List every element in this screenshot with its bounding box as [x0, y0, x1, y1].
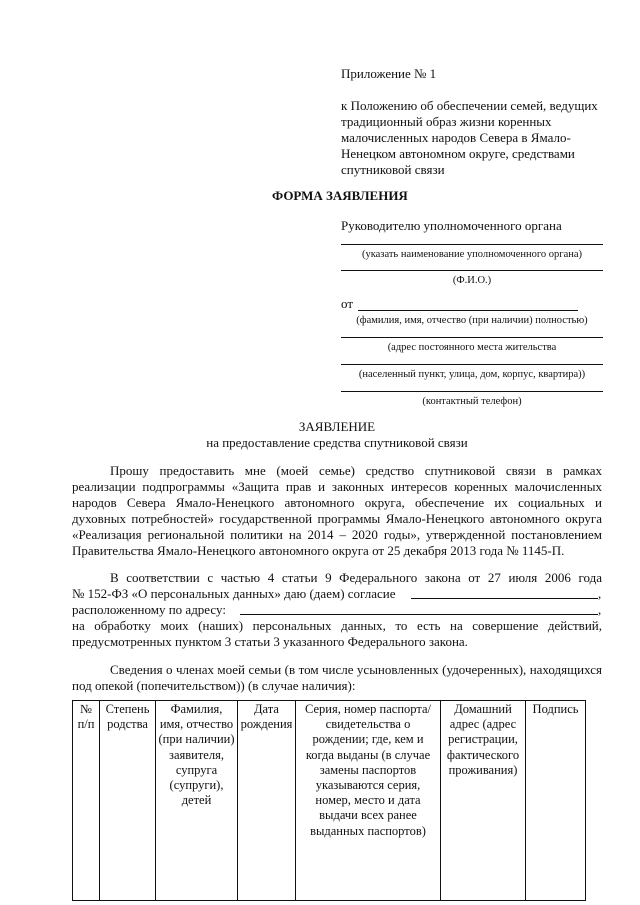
hint-locality: (населенный пункт, улица, дом, корпус, квартира)) [358, 369, 586, 380]
header-signature: Подпись [526, 701, 586, 901]
statement-subtitle: на предоставление средства спутниковой связи [206, 435, 468, 450]
comma-2: , [598, 602, 602, 617]
hint-phone: (контактный телефон) [422, 396, 522, 407]
family-text: Сведения о членах моей семьи (в том числе усыновленных (удочеренных), находящихся под опекой (попечительством)) (в случае наличия): [72, 662, 602, 693]
locality-line[interactable] [341, 364, 603, 365]
name-line[interactable] [358, 310, 578, 311]
header-relation: Степень родства [100, 701, 156, 901]
addressee-to: Руководителю уполномоченного органа [341, 218, 562, 233]
header-number: № п/п [73, 701, 100, 901]
consent-address-line[interactable] [240, 614, 598, 615]
fio-line[interactable] [341, 270, 603, 271]
addressee-from: от [341, 296, 354, 311]
consent-line-1-text: В соответствии с частью 4 статьи 9 Федерального закона от 27 июля 2006 года [110, 570, 602, 585]
header-birth-date: Дата рождения [238, 701, 296, 901]
organ-line[interactable] [341, 244, 603, 245]
appendix-title: Приложение № 1 [341, 66, 437, 81]
table-header-row [73, 701, 586, 901]
family-members-table [72, 700, 586, 901]
phone-line[interactable] [341, 391, 603, 392]
appendix-subtitle: к Положению об обеспечении семей, ведущих традиционный образ жизни коренных малочисленных народов Севера в Ямало-Ненецком автономном округе, средствами спутниковой связи [341, 98, 598, 177]
request-paragraph [72, 463, 602, 559]
family-paragraph [72, 662, 602, 694]
hint-organ: (указать наименование уполномоченного органа) [361, 249, 583, 260]
consent-line-1 [72, 570, 602, 586]
comma-1: , [598, 586, 602, 601]
form-title: ФОРМА ЗАЯВЛЕНИЯ [272, 188, 408, 203]
consent-operator-line[interactable] [411, 598, 598, 599]
consent-line-3: расположенному по адресу: [72, 602, 226, 617]
hint-address: (адрес постоянного места жительства [387, 342, 557, 353]
hint-fio: (Ф.И.О.) [452, 275, 492, 286]
header-passport: Серия, номер паспорта/свидетельства о рождении; где, кем и когда выданы (в случае замены паспортов указываются серия, номер, место и дата выдачи всех ранее выданных паспортов) [296, 701, 441, 901]
address-line[interactable] [341, 337, 603, 338]
header-full-name: Фамилия, имя, отчество (при наличии) заявителя, супруга (супруги), детей [156, 701, 238, 901]
request-text: Прошу предоставить мне (моей семье) средство спутниковой связи в рамках реализации подпрограммы «Защита прав и законных интересов коренных малочисленных народов Севера Ямало-Ненецкого автономного округа, обеспечение их социальных и духовных потребностей» государственной программы Ямало-Ненецкого автономного округа «Реализация региональной политики на 2014 – 2020 годы», утвержденной постановлением Правительства Ямало-Ненецкого автономного округа от 25 декабря 2013 года № 1145-П. [72, 463, 602, 558]
statement-title: ЗАЯВЛЕНИЕ [298, 419, 376, 434]
header-address: Домашний адрес (адрес регистрации, фактического проживания) [441, 701, 526, 901]
hint-name: (фамилия, имя, отчество (при наличии) полностью) [356, 315, 588, 326]
consent-line-2: № 152-ФЗ «О персональных данных» даю (даем) согласие [72, 586, 396, 601]
consent-line-4: на обработку моих (наших) персональных данных, то есть на совершение действий, предусмотренных пунктом 3 статьи 3 указанного Федерального закона. [72, 618, 602, 649]
